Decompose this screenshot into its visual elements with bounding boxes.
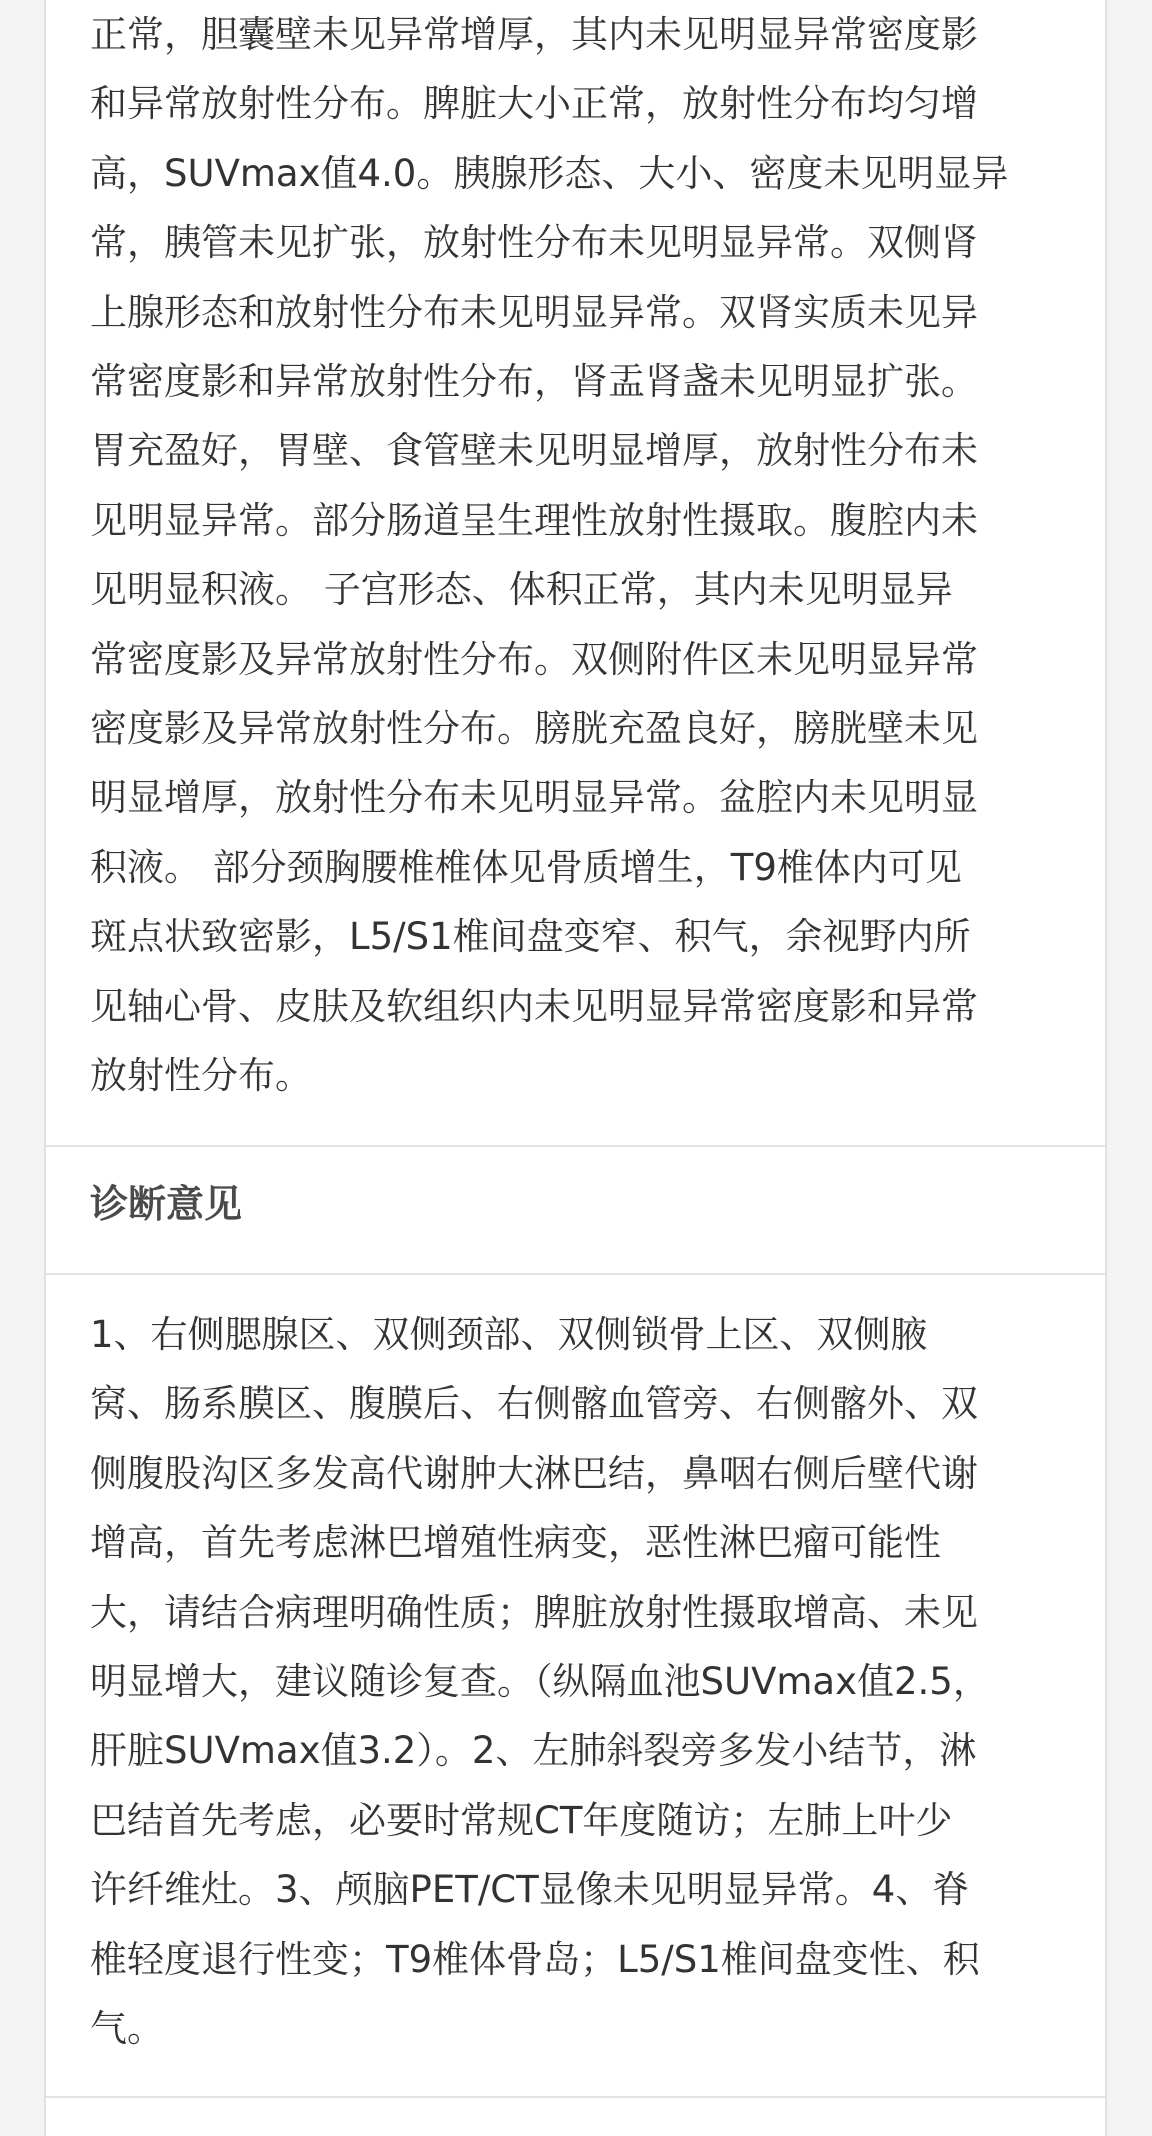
section-divider-bottom xyxy=(46,1273,1105,1275)
findings-text: 正常，胆囊壁未见异常增厚，其内未见明显异常密度影 和异常放射性分布。脾脏大小正常，放射性分布均匀增 高，SUVmax值4.0。胰腺形态、大小、密度未见明显异 常，胰管未见扩张，放射性分布未见明显异常。双侧肾 上腺形态和放射性分布未见明显异常。双肾实质未见异 常密度影和异常放射性分布，肾盂肾盏未见明显扩张。 胃充盈好，胃壁、食管壁未见明显增厚，放射性分布未 见明显异常。部分肠道呈生理性放射性摄取。腹腔内未 见明显积液。 子宫形态、体积正常，其内未见明显异 常密度影及异常放射性分布。双侧附件区未见明显异常 密度影及异常放射性分布。膀胱充盈良好，膀胱壁未见 明显增厚，放射性分布未见明显异常。盆腔内未见明显 积液。 部分颈胸腰椎椎体见骨质增生，T9椎体内可见 斑点状致密影，L5/S1椎间盘变窄、积气，余视野内所 见轴心骨、皮肤及软组织内未见明显异常密度影和异常 放射性分布。 xyxy=(90,13,1009,1098)
section-divider-end xyxy=(46,2096,1105,2098)
section-divider-top xyxy=(46,1145,1105,1147)
diagnosis-text: 1、右侧腮腺区、双侧颈部、双侧锁骨上区、双侧腋 窝、肠系膜区、腹膜后、右侧髂血管旁、右侧髂外、双 侧腹股沟区多发高代谢肿大淋巴结，鼻咽右侧后壁代谢 增高，首先考虑淋巴增殖性病变，恶性淋巴瘤可能性 大，请结合病理明确性质；脾脏放射性摄取增高、未见 明显增大，建议随诊复查。（纵隔血池SUVmax值2.5， 肝脏SUVmax值3.2）。2、左肺斜裂旁多发小结节，淋 巴结首先考虑，必要时常规CT年度随访；左肺上叶少 许纤维灶。3、颅脑PET/CT显像未见明显异常。4、脊 椎轻度退行性变；T9椎体骨岛；L5/S1椎间盘变性、积 气。 xyxy=(90,1313,990,2051)
diagnosis-section-title: 诊断意见 xyxy=(90,1182,243,1226)
report-card xyxy=(44,0,1107,2136)
